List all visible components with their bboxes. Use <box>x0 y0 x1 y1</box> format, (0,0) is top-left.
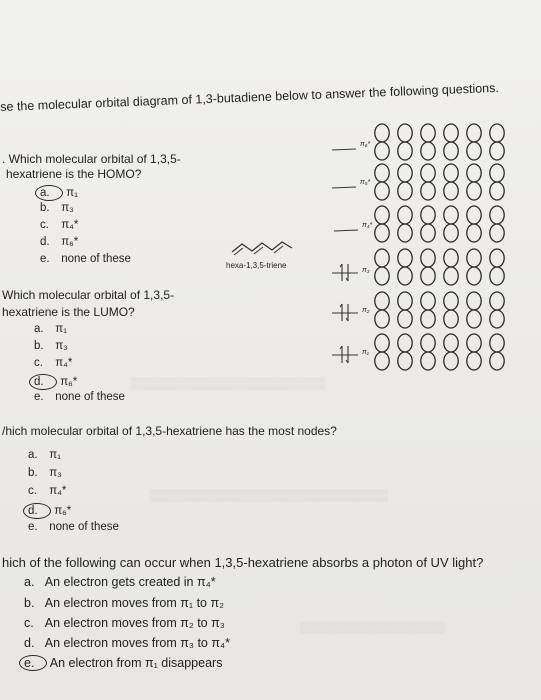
q3-option-e-letter: e. <box>28 521 38 533</box>
orbital-lobe <box>444 164 458 182</box>
q1-option-e[interactable] <box>40 253 131 265</box>
orbital-lobe <box>467 124 481 142</box>
orbital-lobe <box>398 292 412 310</box>
level-label-pi3: π₃ <box>362 267 370 274</box>
q1-option-b-letter: b. <box>40 202 50 214</box>
orbital-lobe <box>444 249 458 267</box>
q3-option-c-text: π₄* <box>49 485 67 497</box>
orbital-lobe <box>375 206 389 224</box>
q2-option-c-text: π₄* <box>55 357 73 369</box>
q3-option-c[interactable] <box>28 485 66 497</box>
p-orbital-diagram <box>372 122 508 378</box>
orbital-lobe <box>421 334 435 352</box>
orbital-lobe <box>444 352 458 370</box>
orbital-lobe <box>490 352 504 370</box>
question-3-line-1: /hich molecular orbital of 1,3,5-hexatriene has the most nodes? <box>2 424 337 438</box>
q2-option-a[interactable] <box>34 323 67 335</box>
orbital-lobe <box>398 224 412 242</box>
orbital-lobe <box>398 310 412 328</box>
orbital-lobe <box>421 142 435 160</box>
q4-option-d-letter: d. <box>24 636 35 650</box>
orbital-lobe <box>467 267 481 285</box>
q2-option-d-circle: d. <box>29 374 57 390</box>
q2-option-b-letter: b. <box>34 340 44 352</box>
orbital-lobe <box>375 249 389 267</box>
orbital-lobe <box>467 224 481 242</box>
q4-option-a-letter: a. <box>24 575 35 589</box>
hexatriene-structure <box>230 236 294 258</box>
orbital-lobe <box>421 292 435 310</box>
q4-option-e[interactable] <box>24 655 222 671</box>
orbital-lobe <box>398 334 412 352</box>
level-label-pi2: π₂ <box>362 307 370 314</box>
level-line-pi2 <box>330 301 366 323</box>
orbital-lobe <box>444 267 458 285</box>
q3-option-e[interactable] <box>28 521 119 533</box>
orbital-row-pi3 <box>375 249 504 285</box>
orbital-lobe <box>398 164 412 182</box>
q2-option-b-text: π₃ <box>55 340 68 352</box>
q1-option-e-letter: e. <box>40 253 50 265</box>
orbital-lobe <box>467 292 481 310</box>
orbital-lobe <box>490 267 504 285</box>
orbital-lobe <box>375 142 389 160</box>
q1-option-d[interactable] <box>40 236 78 248</box>
q2-option-e[interactable] <box>34 391 125 403</box>
orbital-lobe <box>444 334 458 352</box>
q3-option-d-circle: d. <box>23 503 51 519</box>
q1-option-d-letter: d. <box>40 236 50 248</box>
orbital-lobe <box>444 206 458 224</box>
q1-option-b[interactable] <box>40 202 74 214</box>
q2-option-e-letter: e. <box>34 391 44 403</box>
orbital-lobe <box>421 164 435 182</box>
q1-option-a[interactable] <box>40 185 78 201</box>
q4-option-e-text: An electron from π₁ disappears <box>49 656 223 670</box>
q2-option-c[interactable] <box>34 357 72 369</box>
orbital-lobe <box>467 142 481 160</box>
orbital-lobe <box>467 164 481 182</box>
q4-option-a-text: An electron gets created in π₄* <box>44 575 216 589</box>
q3-option-a[interactable] <box>28 449 61 461</box>
q4-option-c-letter: c. <box>24 616 34 630</box>
orbital-lobe <box>375 182 389 200</box>
q3-option-d-text: π₆* <box>54 505 72 517</box>
orbital-lobe <box>490 292 504 310</box>
q4-option-c[interactable] <box>24 616 225 630</box>
orbital-lobe <box>375 124 389 142</box>
q4-option-b-letter: b. <box>24 596 35 610</box>
orbital-lobe <box>421 352 435 370</box>
orbital-lobe <box>375 164 389 182</box>
orbital-lobe <box>444 292 458 310</box>
orbital-lobe <box>398 142 412 160</box>
orbital-lobe <box>490 224 504 242</box>
q3-option-a-text: π₁ <box>49 449 62 461</box>
q2-option-d[interactable] <box>34 374 77 390</box>
orbital-lobe <box>398 206 412 224</box>
orbital-lobe <box>490 249 504 267</box>
orbital-row-pi1 <box>375 334 504 370</box>
q1-option-e-text: none of these <box>61 253 131 265</box>
orbital-lobe <box>421 206 435 224</box>
q4-option-d-text: An electron moves from π₃ to π₄* <box>44 636 230 650</box>
level-line-pi3 <box>330 261 366 283</box>
orbital-lobe <box>375 267 389 285</box>
orbital-lobe <box>444 124 458 142</box>
orbital-lobe <box>467 182 481 200</box>
level-label-pi5: π₅* <box>360 179 371 186</box>
q2-option-e-text: none of these <box>55 391 125 403</box>
question-1-line-1: . Which molecular orbital of 1,3,5- <box>2 152 181 166</box>
orbital-lobe <box>490 124 504 142</box>
orbital-lobe <box>421 310 435 328</box>
orbital-lobe <box>398 352 412 370</box>
orbital-lobe <box>490 334 504 352</box>
bleed-through-text: ▒▒▒▒▒▒▒▒▒▒▒▒▒▒▒▒▒▒▒▒▒▒▒ <box>130 376 326 390</box>
orbital-row-pi6 <box>375 124 504 160</box>
q4-option-a[interactable] <box>24 575 216 589</box>
orbital-lobe <box>398 249 412 267</box>
orbital-lobe <box>490 206 504 224</box>
orbital-lobe <box>421 249 435 267</box>
q4-option-e-circle: e. <box>19 655 47 671</box>
level-label-pi6: π₆* <box>360 141 371 148</box>
orbital-lobe <box>490 310 504 328</box>
orbital-lobe <box>467 352 481 370</box>
q1-option-d-text: π₆* <box>61 236 79 248</box>
q3-option-b-letter: b. <box>28 467 38 479</box>
molecule-label: hexa-1,3,5-triene <box>226 261 287 270</box>
q1-option-c-letter: c. <box>40 219 49 231</box>
q3-option-c-letter: c. <box>28 485 37 497</box>
q3-option-b[interactable] <box>28 467 62 479</box>
orbital-lobe <box>398 124 412 142</box>
orbital-lobe <box>490 164 504 182</box>
q1-option-c[interactable] <box>40 219 78 231</box>
orbital-lobe <box>490 142 504 160</box>
bleed-through-text: ▒▒▒▒▒▒▒▒▒▒▒▒▒▒▒▒▒▒▒▒▒▒▒▒▒▒▒▒ <box>150 488 389 502</box>
orbital-lobe <box>421 267 435 285</box>
q4-option-d[interactable] <box>24 636 230 650</box>
orbital-row-pi4 <box>375 206 504 242</box>
q2-option-a-letter: a. <box>34 323 44 335</box>
orbital-lobe <box>398 182 412 200</box>
question-4-line-1: hich of the following can occur when 1,3,5-hexatriene absorbs a photon of UV light? <box>2 555 484 570</box>
q4-option-b-text: An electron moves from π₁ to π₂ <box>44 596 224 610</box>
q1-option-a-text: π₁ <box>66 187 79 199</box>
level-label-pi4: π₄* <box>362 222 373 229</box>
level-line-pi1 <box>330 343 366 365</box>
q2-option-b[interactable] <box>34 340 68 352</box>
question-2-line-2: hexatriene is the LUMO? <box>2 305 135 319</box>
q4-option-b[interactable] <box>24 596 224 610</box>
q2-option-a-text: π₁ <box>55 323 68 335</box>
q3-option-b-text: π₃ <box>49 467 62 479</box>
orbital-lobe <box>421 124 435 142</box>
q1-option-a-circle: a. <box>35 185 63 201</box>
orbital-lobe <box>375 310 389 328</box>
orbital-lobe <box>467 206 481 224</box>
q2-option-d-text: π₆* <box>60 376 78 388</box>
bleed-through-text: ▒▒▒▒▒▒▒▒▒▒▒▒▒▒▒▒▒ <box>300 620 445 634</box>
orbital-lobe <box>467 310 481 328</box>
orbital-lobe <box>375 334 389 352</box>
orbital-lobe <box>444 224 458 242</box>
orbital-lobe <box>490 182 504 200</box>
orbital-lobe <box>444 310 458 328</box>
orbital-lobe <box>375 292 389 310</box>
orbital-lobe <box>421 182 435 200</box>
orbital-lobe <box>375 224 389 242</box>
level-label-pi1: π₁ <box>362 349 369 356</box>
orbital-lobe <box>467 249 481 267</box>
orbital-row-pi2 <box>375 292 504 328</box>
intro-instruction: se the molecular orbital diagram of 1,3-butadiene below to answer the following questions. <box>0 80 500 114</box>
q1-option-b-text: π₃ <box>61 202 74 214</box>
q1-option-c-text: π₄* <box>61 219 79 231</box>
question-1-line-2: hexatriene is the HOMO? <box>6 167 142 181</box>
orbital-lobe <box>421 224 435 242</box>
orbital-row-pi5 <box>375 164 504 200</box>
orbital-lobe <box>444 142 458 160</box>
q3-option-d[interactable] <box>28 503 71 519</box>
question-2-line-1: Which molecular orbital of 1,3,5- <box>2 288 175 302</box>
q3-option-e-text: none of these <box>49 521 119 533</box>
orbital-lobe <box>444 182 458 200</box>
q2-option-c-letter: c. <box>34 357 43 369</box>
orbital-lobe <box>398 267 412 285</box>
orbital-lobe <box>375 352 389 370</box>
orbital-lobe <box>467 334 481 352</box>
q4-option-c-text: An electron moves from π₂ to π₃ <box>44 616 225 630</box>
q3-option-a-letter: a. <box>28 449 38 461</box>
